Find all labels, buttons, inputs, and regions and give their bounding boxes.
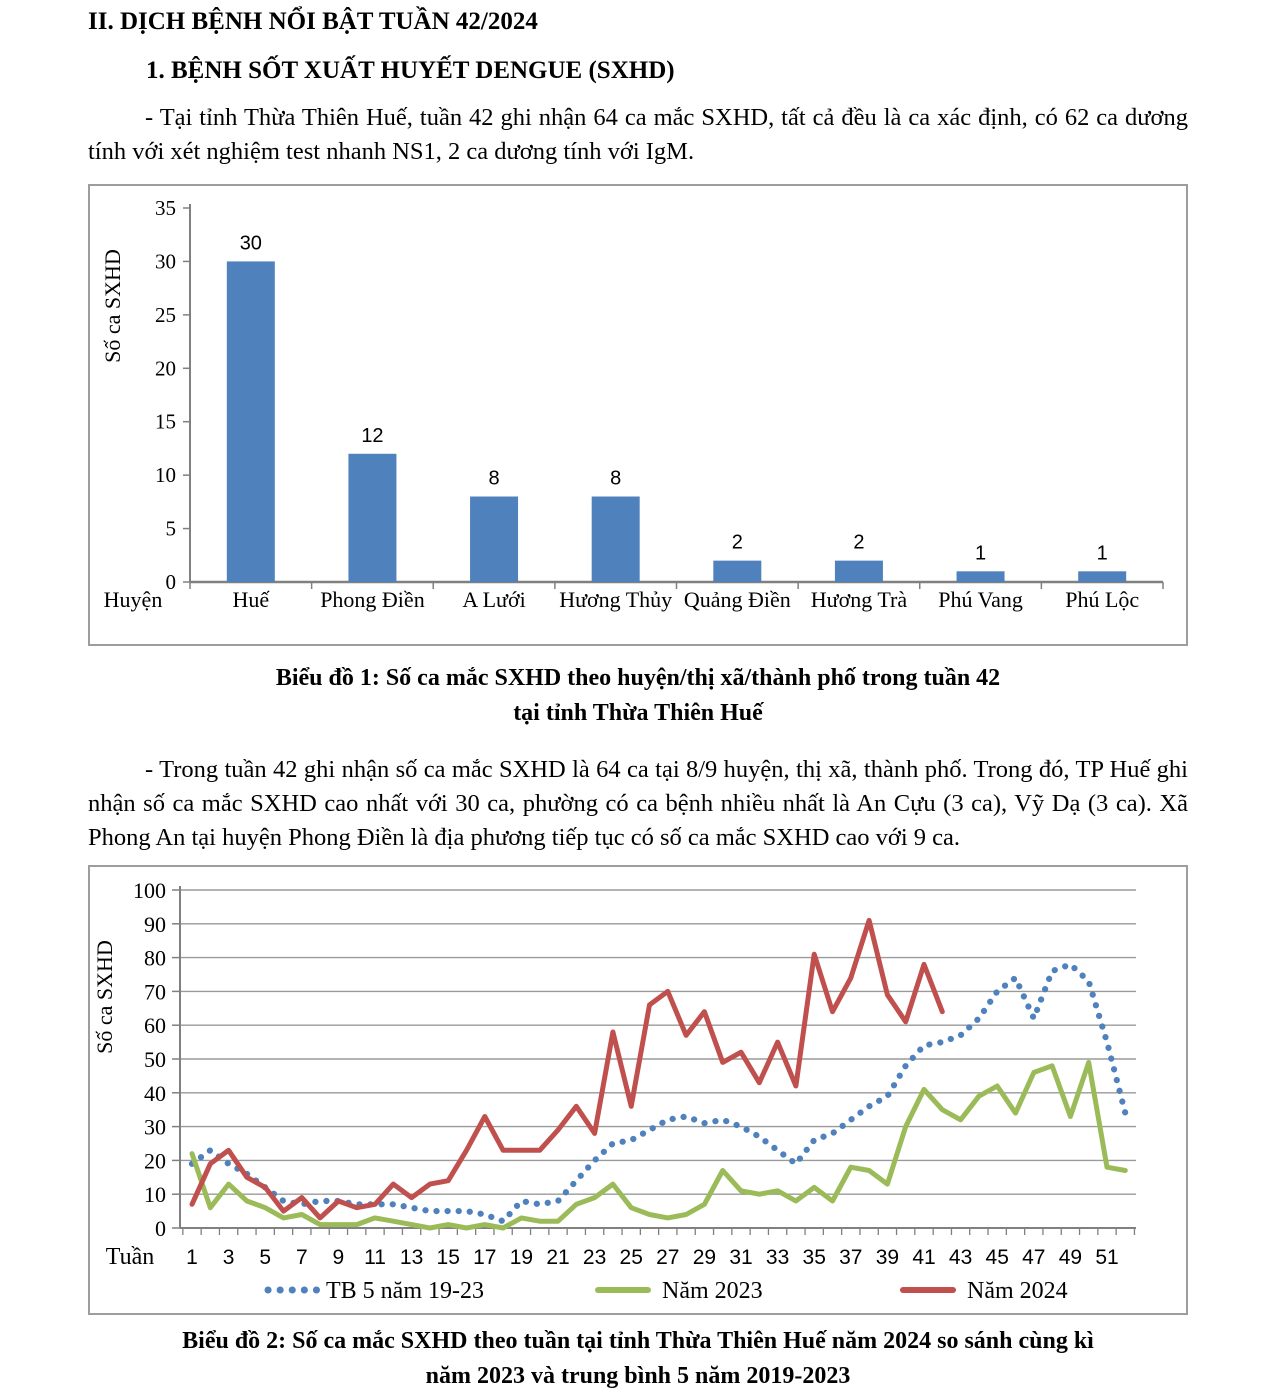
- legend-label-3: Năm 2024: [967, 1278, 1068, 1304]
- bar-2: [348, 454, 396, 582]
- y-tick-label: 70: [144, 979, 166, 1005]
- x-week-label: 39: [875, 1246, 900, 1269]
- paragraph-district-detail: - Trong tuần 42 ghi nhận số ca mắc SXHD là 64 ca tại 8/9 huyện, thị xã, thành phố. Trong đó, TP Huế ghi nhận số ca mắc SXHD cao nhất với 30 ca, phường có ca bệnh nhiều nhất là An Cựu (3 ca), Vỹ Dạ (3 ca). Xã Phong An tại huyện Phong Điền là địa phương tiếp tục có số ca mắc SXHD cao với 9 ca.: [88, 756, 1188, 851]
- bar-chart-svg: [90, 186, 1186, 644]
- bar-8: [1078, 571, 1126, 582]
- x-category-label: Huế: [232, 587, 270, 612]
- chart2-caption-line2: năm 2023 và trung bình 5 năm 2019-2023: [425, 1363, 851, 1389]
- section-heading: II. DỊCH BỆNH NỔI BẬT TUẦN 42/2024: [88, 8, 538, 35]
- bar-7: [957, 571, 1005, 582]
- x-week-label: 35: [802, 1246, 826, 1269]
- y-tick-label: 5: [165, 516, 176, 541]
- y-tick-label: 30: [144, 1114, 166, 1140]
- x-week-label: 11: [364, 1246, 386, 1269]
- subsection-heading: 1. BỆNH SỐT XUẤT HUYẾT DENGUE (SXHD): [146, 57, 675, 84]
- y-tick-label: 50: [144, 1047, 166, 1072]
- bar-6: [835, 561, 883, 582]
- y-tick-label: 10: [144, 1182, 166, 1208]
- chart1-caption-line1: Biểu đồ 1: Số ca mắc SXHD theo huyện/thị xã/thành phố trong tuần 42: [275, 665, 1001, 691]
- chart2-caption-line1: Biểu đồ 2: Số ca mắc SXHD theo tuần tại tỉnh Thừa Thiên Huế năm 2024 so sánh cùng kì: [182, 1328, 1094, 1354]
- x-week-label: 43: [948, 1246, 973, 1269]
- x-category-label: Quảng Điền: [683, 587, 791, 612]
- y-tick-label: 20: [144, 1148, 166, 1174]
- x-week-label: 15: [436, 1246, 460, 1269]
- bar-value-label: 2: [731, 531, 743, 554]
- bar-value-label: 30: [239, 232, 262, 255]
- x-week-label: 1: [186, 1246, 198, 1269]
- bar-1: [227, 261, 275, 582]
- y-axis-title: Số ca SXHD: [100, 249, 125, 363]
- x-axis-corner-label: Huyện: [103, 587, 163, 612]
- paragraph-week42-summary: - Tại tỉnh Thừa Thiên Huế, tuần 42 ghi nhận 64 ca mắc SXHD, tất cả đều là ca xác định, có 62 ca dương tính với xét nghiệm test nhanh NS1, 2 ca dương tính với IgM.: [88, 104, 1188, 165]
- x-week-label: 37: [839, 1246, 863, 1269]
- x-category-label: Hương Trà: [810, 587, 908, 612]
- x-week-label: 13: [399, 1246, 424, 1269]
- x-week-label: 17: [473, 1246, 497, 1269]
- y-tick-label: 10: [155, 463, 176, 488]
- y-tick-label: 0: [165, 570, 176, 594]
- legend-item-3: [903, 1278, 1068, 1304]
- x-week-label: 25: [619, 1246, 643, 1269]
- x-axis-corner-label: Tuần: [105, 1244, 155, 1270]
- y-tick-label: 35: [155, 196, 176, 220]
- x-week-label: 21: [546, 1246, 570, 1269]
- bar-value-label: 8: [488, 467, 500, 490]
- x-week-label: 49: [1058, 1246, 1083, 1269]
- legend-item-2: [598, 1278, 763, 1304]
- x-week-label: 5: [259, 1246, 272, 1269]
- legend-label-1: TB 5 năm 19-23: [326, 1278, 484, 1304]
- x-week-label: 31: [729, 1246, 753, 1269]
- x-category-label: Phú Lộc: [1065, 587, 1140, 612]
- y-tick-label: 80: [144, 945, 166, 971]
- x-category-label: Phong Điền: [320, 587, 425, 612]
- y-tick-label: 25: [155, 302, 176, 327]
- x-week-label: 41: [912, 1246, 936, 1269]
- legend-label-2: Năm 2023: [662, 1278, 763, 1304]
- bar-3: [470, 497, 518, 582]
- series-line-2: [192, 1062, 1125, 1228]
- bar-value-label: 2: [853, 531, 865, 554]
- x-week-label: 23: [582, 1246, 607, 1269]
- x-category-label: Phú Vang: [938, 587, 1023, 612]
- x-week-label: 19: [509, 1246, 534, 1269]
- bar-chart-box: [88, 184, 1188, 646]
- x-week-label: 47: [1022, 1246, 1046, 1269]
- x-week-label: 3: [222, 1246, 235, 1269]
- x-week-label: 29: [692, 1246, 717, 1269]
- x-week-label: 27: [656, 1246, 680, 1269]
- y-axis-title: Số ca SXHD: [92, 940, 117, 1054]
- x-week-label: 51: [1095, 1246, 1119, 1269]
- bar-value-label: 12: [361, 424, 384, 447]
- y-tick-label: 30: [155, 249, 176, 274]
- bar-4: [592, 497, 640, 582]
- chart1-caption-line2: tại tỉnh Thừa Thiên Huế: [513, 700, 763, 726]
- x-category-label: A Lưới: [462, 587, 526, 612]
- bar-5: [713, 561, 761, 582]
- series-line-3: [192, 920, 942, 1218]
- x-week-label: 7: [295, 1246, 308, 1269]
- x-week-label: 9: [332, 1246, 345, 1269]
- line-chart-svg: [90, 867, 1186, 1313]
- y-tick-label: 15: [155, 409, 176, 434]
- line-chart-box: [88, 865, 1188, 1315]
- x-week-label: 33: [765, 1246, 790, 1269]
- bar-value-label: 1: [975, 542, 987, 565]
- bar-value-label: 8: [610, 467, 622, 490]
- bar-value-label: 1: [1096, 542, 1108, 565]
- x-week-label: 45: [985, 1246, 1009, 1269]
- y-tick-label: 0: [155, 1216, 166, 1241]
- legend-item-1: [268, 1278, 484, 1304]
- x-category-label: Hương Thủy: [559, 587, 673, 612]
- y-tick-label: 40: [144, 1080, 166, 1106]
- y-tick-label: 100: [133, 878, 166, 903]
- chart2-caption: [88, 1324, 1188, 1394]
- chart1-caption: [88, 661, 1188, 731]
- y-tick-label: 20: [155, 356, 176, 381]
- y-tick-label: 90: [144, 911, 166, 937]
- y-tick-label: 60: [144, 1013, 166, 1039]
